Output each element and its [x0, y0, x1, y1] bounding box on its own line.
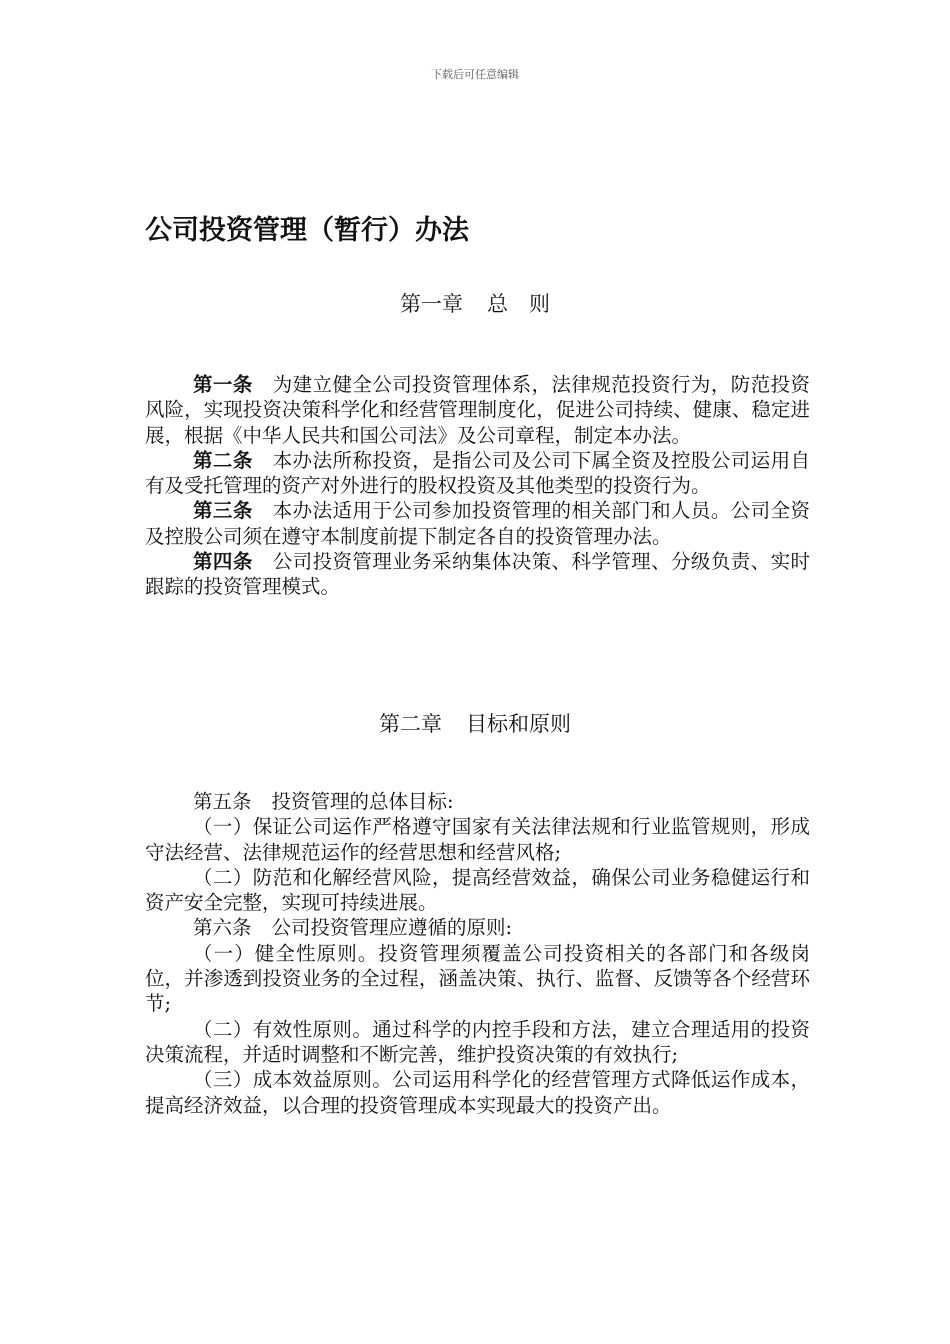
- article-label: 第二条: [193, 448, 253, 472]
- chapter-name: 目标和原则: [466, 712, 571, 736]
- article-6-item-3: （三）成本效益原则。公司运用科学化的经营管理方式降低运作成本，提高经济效益，以合理的投资管理成本实现最大的投资产出。: [145, 1068, 810, 1117]
- document-title: 公司投资管理（暂行）办法: [145, 215, 469, 246]
- chapter-number: 第一章: [400, 292, 463, 316]
- article-label: 第四条: [193, 550, 253, 574]
- article-5-item-1: （一）保证公司运作严格遵守国家有关法律法规和行业监管规则，形成守法经营、法律规范运作的经营思想和经营风格;: [145, 815, 810, 864]
- article-6-item-2: （二）有效性原则。通过科学的内控手段和方法，建立合理适用的投资决策流程，并适时调整和不断完善，维护投资决策的有效执行;: [145, 1017, 810, 1066]
- chapter-number: 第二章: [379, 712, 442, 736]
- chapter-name: 总 则: [487, 292, 550, 316]
- article-2: [145, 448, 810, 499]
- article-text: 投资管理的总体目标:: [271, 790, 454, 813]
- article-label: 第五条: [193, 790, 252, 813]
- article-6-item-1: （一）健全性原则。投资管理须覆盖公司投资相关的各部门和各级岗位，并渗透到投资业务的全过程，涵盖决策、执行、监督、反馈等各个经营环节;: [145, 941, 810, 1016]
- chapter-2-body: [145, 789, 810, 1118]
- header-note: 下载后可任意编辑: [431, 68, 519, 81]
- article-3: [145, 498, 810, 549]
- chapter-1-body: [145, 372, 810, 600]
- chapter-heading-2: [0, 708, 950, 738]
- article-4: [145, 549, 810, 600]
- article-text: 公司投资管理业务采纳集体决策、科学管理、分级负责、实时跟踪的投资管理模式。: [145, 550, 810, 599]
- article-label: 第六条: [193, 916, 252, 940]
- article-text: 为建立健全公司投资管理体系，法律规范投资行为，防范投资风险，实现投资决策科学化和经营管理制度化，促进公司持续、健康、稳定进展，根据《中华人民共和国公司法》及公司章程，制定本办法。: [145, 373, 810, 447]
- article-5: [145, 789, 810, 814]
- article-text: 公司投资管理应遵循的原则:: [271, 916, 513, 940]
- chapter-heading-1: [0, 288, 950, 318]
- article-6: [145, 915, 810, 940]
- article-label: 第三条: [193, 499, 253, 523]
- article-text: 本办法适用于公司参加投资管理的相关部门和人员。公司全资及控股公司须在遵守本制度前提下制定各自的投资管理办法。: [145, 499, 810, 548]
- article-text: 本办法所称投资，是指公司及公司下属全资及控股公司运用自有及受托管理的资产对外进行的股权投资及其他类型的投资行为。: [145, 448, 810, 498]
- article-1: [145, 372, 810, 448]
- article-label: 第一条: [193, 373, 253, 396]
- article-5-item-2: （二）防范和化解经营风险，提高经营效益，确保公司业务稳健运行和资产安全完整，实现可持续进展。: [145, 865, 810, 915]
